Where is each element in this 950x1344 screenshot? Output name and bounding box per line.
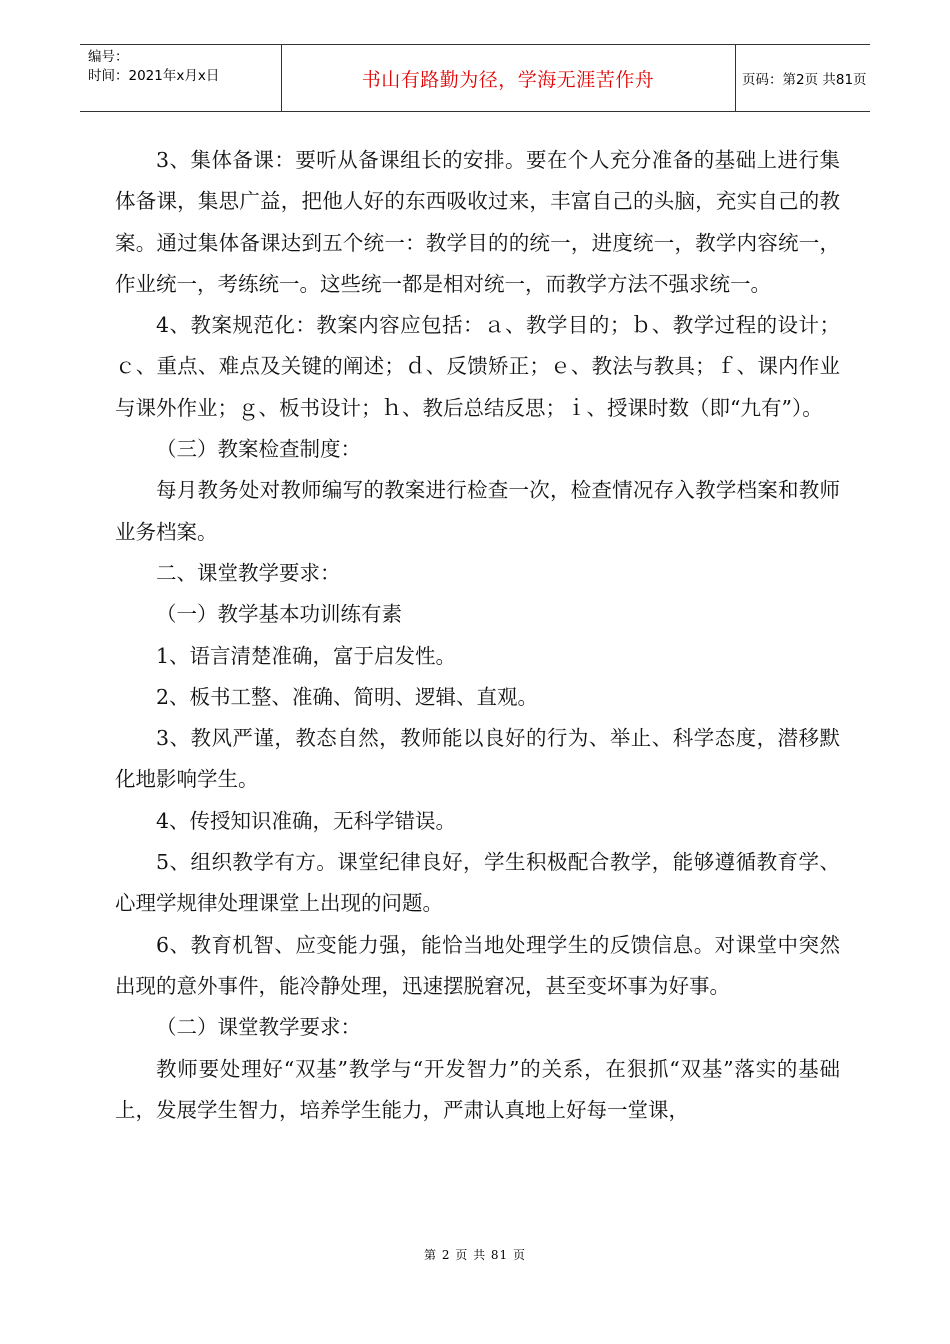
paragraph: 教师要处理好“双基”教学与“开发智力”的关系，在狠抓“双基”落实的基础上，发展学生智力，培养学生能力，严肃认真地上好每一堂课，	[115, 1056, 840, 1122]
paragraph: 4、传授知识准确，无科学错误。	[156, 808, 457, 833]
header-time-label: 时间：2021年x月x日	[88, 68, 220, 84]
document-body	[115, 140, 840, 1131]
paragraph: 3、教风严谨，教态自然，教师能以良好的行为、举止、科学态度，潜移默化地影响学生。	[115, 726, 840, 792]
section-heading: 二、课堂教学要求：	[156, 560, 341, 585]
paragraph: 2、板书工整、准确、简明、逻辑、直观。	[156, 684, 539, 709]
page-footer: 第 2 页 共 81 页	[424, 1248, 526, 1262]
page-header	[80, 44, 870, 112]
paragraph: 6、教育机智、应变能力强，能恰当地处理学生的反馈信息。对课堂中突然出现的意外事件，能冷静处理，迅速摆脱窘况，甚至变坏事为好事。	[115, 932, 840, 998]
header-number-label: 编号：	[88, 49, 129, 65]
header-page-info: 页码：第2页 共81页	[742, 72, 867, 88]
paragraph: 5、组织教学有方。课堂纪律良好，学生积极配合教学，能够遵循教育学、心理学规律处理课堂上出现的问题。	[115, 850, 840, 916]
section-heading: （三）教案检查制度：	[156, 437, 361, 462]
paragraph: 1、语言清楚准确，富于启发性。	[156, 643, 457, 668]
section-heading: （一）教学基本功训练有素	[156, 602, 402, 627]
paragraph: 3、集体备课：要听从备课组长的安排。要在个人充分准备的基础上进行集体备课，集思广益，把他人好的东西吸收过来，丰富自己的头脑，充实自己的教案。通过集体备课达到五个统一：教学目的的统一，进度统一，教学内容统一，作业统一，考练统一。这些统一都是相对统一，而教学方法不强求统一。	[115, 148, 840, 296]
paragraph: 每月教务处对教师编写的教案进行检查一次，检查情况存入教学档案和教师业务档案。	[115, 478, 840, 544]
paragraph: 4、教案规范化：教案内容应包括：ａ、教学目的；ｂ、教学过程的设计；ｃ、重点、难点及关键的阐述；ｄ、反馈矫正；ｅ、教法与教具；ｆ、课内作业与课外作业；ｇ、板书设计；ｈ、教后总结反思；ｉ、授课时数（即“九有”）。	[115, 313, 840, 420]
header-divider-right	[735, 44, 736, 112]
header-motto: 书山有路勤为径，学海无涯苦作舟	[361, 68, 655, 91]
header-meta	[88, 48, 219, 86]
section-heading: （二）课堂教学要求：	[156, 1015, 361, 1040]
